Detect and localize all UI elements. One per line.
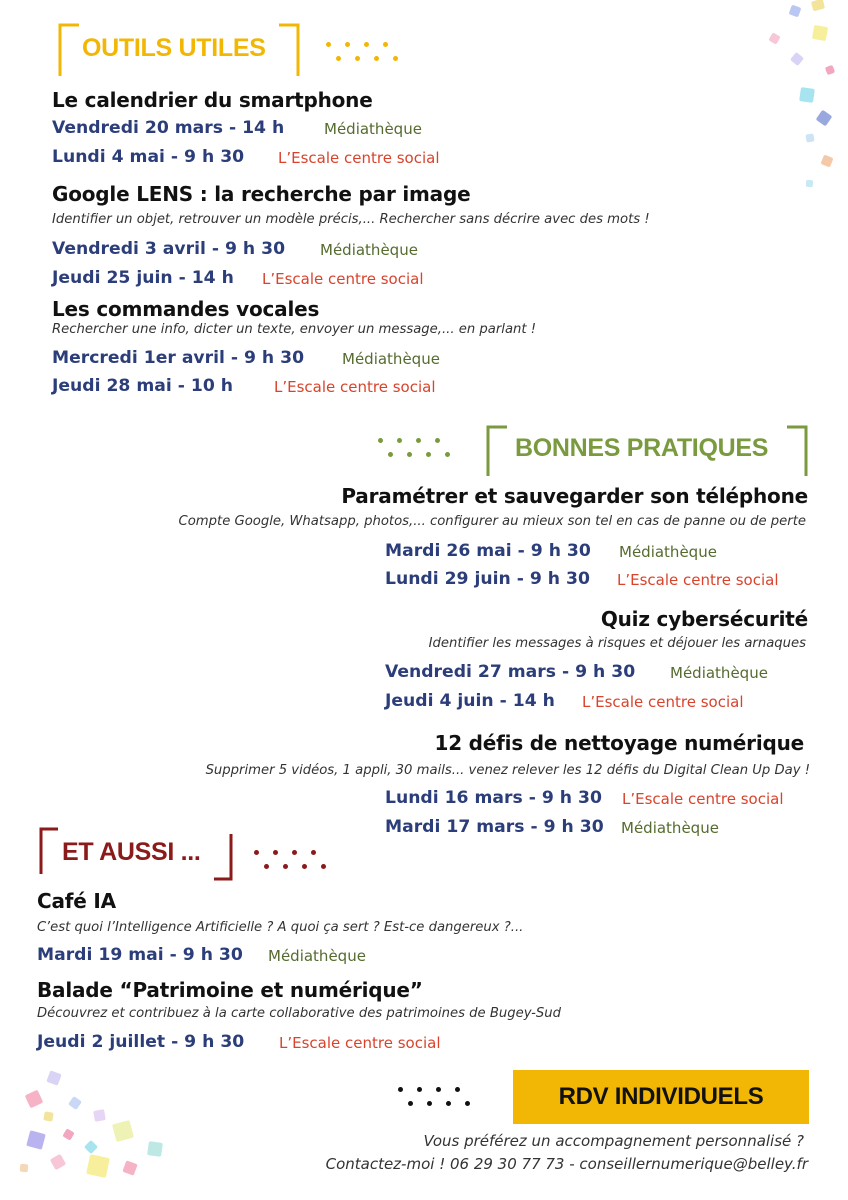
session-date: Lundi 16 mars - 9 h 30 bbox=[385, 788, 602, 808]
session-date: Jeudi 28 mai - 10 h bbox=[52, 376, 234, 396]
session-place: Médiathèque bbox=[342, 350, 440, 368]
session-date: Jeudi 4 juin - 14 h bbox=[385, 691, 555, 711]
dots-decoration bbox=[398, 1087, 463, 1106]
workshop-description: Supprimer 5 vidéos, 1 appli, 30 mails... venez relever les 12 défis du Digital Clean Up Day ! bbox=[205, 763, 810, 778]
session-date: Mardi 19 mai - 9 h 30 bbox=[37, 945, 243, 965]
workshop-title: 12 défis de nettoyage numérique bbox=[434, 731, 804, 755]
workshop-title: Paramétrer et sauvegarder son téléphone bbox=[341, 484, 808, 508]
workshop-description: C’est quoi l’Intelligence Artificielle ? A quoi ça sert ? Est-ce dangereux ?... bbox=[37, 920, 524, 935]
rdv-contact: Contactez-moi ! 06 29 30 77 73 - conseillernumerique@belley.fr bbox=[325, 1155, 808, 1173]
workshop-description: Identifier un objet, retrouver un modèle précis,... Rechercher sans décrire avec des mots ! bbox=[52, 212, 650, 227]
rdv-banner bbox=[513, 1070, 809, 1124]
session-date: Vendredi 27 mars - 9 h 30 bbox=[385, 662, 636, 682]
session-date: Lundi 29 juin - 9 h 30 bbox=[385, 569, 590, 589]
workshop-title: Quiz cybersécurité bbox=[600, 607, 808, 631]
dots-decoration bbox=[254, 850, 319, 869]
workshop-title: Le calendrier du smartphone bbox=[52, 88, 373, 112]
session-place: Médiathèque bbox=[268, 947, 366, 965]
workshop-description: Découvrez et contribuez à la carte collaborative des patrimoines de Bugey-Sud bbox=[37, 1006, 561, 1021]
session-place: Médiathèque bbox=[670, 664, 768, 682]
session-place: L’Escale centre social bbox=[582, 693, 744, 711]
rdv-label: RDV INDIVIDUELS bbox=[558, 1083, 764, 1110]
workshop-description: Identifier les messages à risques et déjouer les arnaques bbox=[428, 636, 806, 651]
workshop-description: Compte Google, Whatsapp, photos,... configurer au mieux son tel en cas de panne ou de perte bbox=[178, 514, 806, 529]
session-date: Vendredi 3 avril - 9 h 30 bbox=[52, 239, 286, 259]
session-place: L’Escale centre social bbox=[617, 571, 779, 589]
dots-decoration bbox=[326, 42, 391, 61]
session-date: Mardi 26 mai - 9 h 30 bbox=[385, 541, 591, 561]
section-heading: BONNES PRATIQUES bbox=[515, 434, 769, 462]
session-place: L’Escale centre social bbox=[262, 270, 424, 288]
workshop-title: Google LENS : la recherche par image bbox=[52, 182, 471, 206]
dots-decoration bbox=[378, 438, 443, 457]
workshop-title: Balade “Patrimoine et numérique” bbox=[37, 978, 423, 1002]
session-place: Médiathèque bbox=[320, 241, 418, 259]
session-place: L’Escale centre social bbox=[274, 378, 436, 396]
session-date: Mercredi 1er avril - 9 h 30 bbox=[52, 348, 305, 368]
session-date: Jeudi 2 juillet - 9 h 30 bbox=[37, 1032, 245, 1052]
workshop-title: Café IA bbox=[37, 889, 116, 913]
workshop-title: Les commandes vocales bbox=[52, 297, 320, 321]
session-date: Jeudi 25 juin - 14 h bbox=[52, 268, 234, 288]
session-place: Médiathèque bbox=[621, 819, 719, 837]
workshop-description: Rechercher une info, dicter un texte, envoyer un message,... en parlant ! bbox=[52, 322, 537, 337]
session-place: L’Escale centre social bbox=[622, 790, 784, 808]
session-place: Médiathèque bbox=[324, 120, 422, 138]
session-place: L’Escale centre social bbox=[279, 1034, 441, 1052]
session-date: Vendredi 20 mars - 14 h bbox=[52, 118, 285, 138]
session-date: Lundi 4 mai - 9 h 30 bbox=[52, 147, 245, 167]
rdv-text: Vous préférez un accompagnement personnalisé ? bbox=[423, 1132, 804, 1150]
section-heading: ET AUSSI ... bbox=[62, 838, 201, 866]
section-heading: OUTILS UTILES bbox=[82, 34, 266, 62]
session-date: Mardi 17 mars - 9 h 30 bbox=[385, 817, 604, 837]
session-place: L’Escale centre social bbox=[278, 149, 440, 167]
session-place: Médiathèque bbox=[619, 543, 717, 561]
